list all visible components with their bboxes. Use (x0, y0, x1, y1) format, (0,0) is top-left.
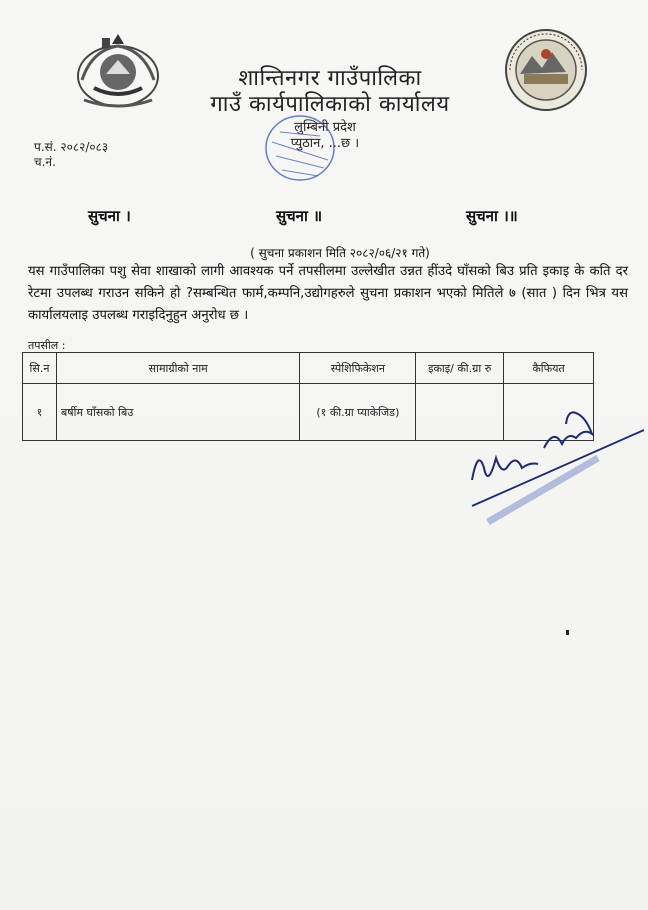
header-item-name: सामाग्रीको नाम (56, 353, 299, 384)
office-name: गाउँ कार्यपालिकाको कार्यालय (210, 92, 450, 117)
header-remarks: कैफियत (504, 353, 594, 384)
appendix-label: तपसील : (28, 339, 66, 352)
header-unit-rate: इकाइ/ की.ग्रा रु (416, 353, 504, 384)
notice-body: यस गाउँपालिका पशु सेवा शाखाको लागी आवश्यक पर्ने तपसीलमा उल्लेखीत उन्नत हींउदे घाँसको बिउ प्रति इकाइ के कति दर रेटमा उपलब्ध गराउन सकिने हो ?सम्बन्धित फार्म,कम्पनि,उद्योगहरुले सुचना प्रकाशन भएको मितिले ७ (सात ) दिन भित्र यस कार्यालयलाइ उपलब्ध गराइदिनुहुन अनुरोध छ । (28, 264, 628, 323)
municipality-name: शान्तिनगर गाउँपालिका (238, 66, 422, 91)
notice-word-2: सुचना ॥ (276, 207, 323, 225)
cell-specification: (१ की.ग्रा प्याकेजिड) (300, 384, 416, 441)
fiscal-year-ref: प.सं. २०८२/०८३ (34, 140, 109, 154)
header-serial: सि.न (23, 353, 57, 384)
district-name: प्युठान, ...छ । (290, 136, 360, 151)
province-name: लुम्बिनी प्रदेश (294, 120, 356, 135)
notice-word-3: सुचना ।॥ (466, 207, 518, 225)
table-header-row (23, 353, 594, 384)
municipality-seal-logo (500, 28, 592, 112)
cell-item-name: बर्षीम घाँसको बिउ (56, 384, 299, 441)
cell-serial: १ (23, 384, 57, 441)
signature-image (458, 388, 648, 528)
office-stamp (262, 112, 338, 190)
notice-word-1: सुचना । (88, 207, 131, 225)
dispatch-number: च.नं. (34, 155, 56, 169)
paper-mark (566, 630, 569, 635)
header-specification: स्पेशिफिकेशन (300, 353, 416, 384)
publication-date: ( सुचना प्रकाशन मिति २०८२/०६/२१ गते) (250, 246, 430, 260)
